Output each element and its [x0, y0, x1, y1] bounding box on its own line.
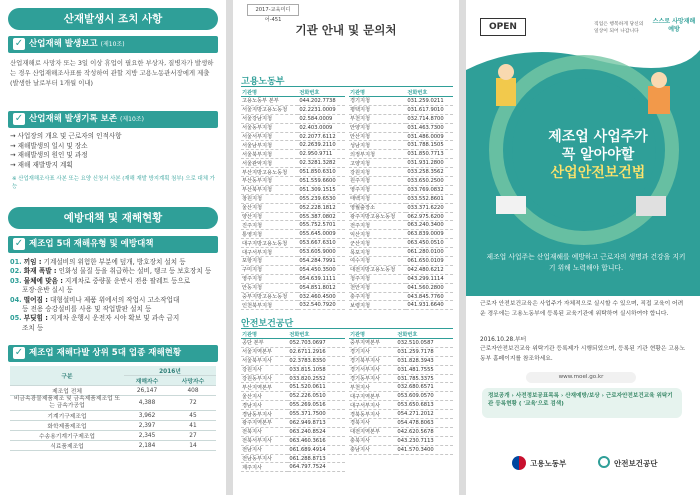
check-icon: ✓ [14, 238, 24, 249]
table-row: 공단 본부 052.703.0697 [241, 339, 345, 348]
list-item: → 재해발생의 원인 및 과정 [10, 151, 88, 160]
table-row: 강원지사 033.815.1058 [241, 365, 345, 374]
list-item: → 재해발생의 일시 및 장소 [10, 141, 88, 150]
record-note: ※ 산업재해조사표 사본 또는 요양 신청서 사본 (재해 재발 방지계획 첨부) 으로 대체 가능 [12, 176, 215, 190]
worker-head-icon [651, 72, 667, 88]
table-row: 창원지청 055.239.6530 [241, 194, 345, 203]
table-row: 평택지청 031.617.9010 [349, 105, 453, 114]
table-row: 제주지사 064.797.7524 [241, 463, 345, 472]
kosha-heading: 안전보건공단 [241, 319, 294, 329]
table-row: 전남동부지사 061.288.8713 [241, 454, 345, 463]
menu-path: 정보공개 › 사전정보공표목록 › 산재예방/보상 › 근로자안전보건교육 위탁기관 등록현황 ( '교육'으로 검색) [482, 388, 682, 418]
tagline: 직업은 행복하게 당신의 일상이 되어 나갑니다 [594, 22, 644, 34]
table-row: 태백지청 033.552.8601 [349, 194, 453, 203]
table-row: 경기동부지사 031.785.3375 [349, 374, 453, 383]
table-row: 비금속광물제품제조 및 금속제품제조업 또는 금속가공업 4,388 72 [10, 396, 216, 411]
table-row: 서울지방고용노동청 02.2231.0009 [241, 105, 345, 114]
worker-icon [496, 78, 516, 106]
report-text: 산업재해로 사망자 또는 3일 이상 휴업이 필요한 부상자, 질병자가 발생하는 경우 산업재해조사표를 작성하여 관할 지방 고용노동관서장에게 제출(발생한 날로부터 1개월 이내) [10, 59, 214, 87]
table-row: 화학제품제조업 2,397 41 [10, 421, 216, 431]
table-row: 경기서부지사 031.481.7555 [349, 365, 453, 374]
table-row: 대전지역본부 042.620.5678 [349, 427, 453, 436]
moel-emblem-icon [512, 456, 526, 470]
five-types-list [10, 258, 220, 333]
table-row: 충남지사 041.570.3400 [349, 445, 453, 454]
table-row: 경남동부지사 055.371.7500 [241, 410, 345, 419]
panel-accident-measures [0, 0, 226, 495]
body-paragraph-1: 근로자 안전보건교육은 사업주가 자체적으로 실시할 수 있으며, 직접 교육이 어려운 경우에는 고용노동부에 등록된 교육기관에 위탁하여 실시하여야 합니다. [480, 301, 684, 317]
table-row: 경북동부지사 054.271.2012 [349, 410, 453, 419]
moel-heading: 고용노동부 [241, 77, 285, 87]
list-item: → 재해 재발방지 계획 [10, 160, 73, 169]
org-kosha: 안전보건공단 [614, 459, 658, 468]
moel-table-right: 기관명 전화번호 경기지청 031.259.0211 평택지청 031.617.9010 부천지청 032.714.8700 안양지청 031.463.7300 안산지청 031.486.0009 성남지청 031.788.1505 의정부지청 031.850.7713 고양지청 031.931.2800 강원지청 033.258.3562 원주지청 033.650.2500 영주지청 033.769.0832 태백지청 033.552.8601 영월출장소 033.371.6220 광주지방고용노동청 062.975.6200 전주지청 063.240.3400 익산지청 063.839.0009 군산지청 063.450.0510 목포지청 061.280.0100 여수지청 061.650.0109 대전지방고용노동청 042.480.6212 청주지청 043.299.1114 천안지청 041.560.2800 충주지청 043.845.7760 보령지청 041.931.6640 [349, 88, 453, 310]
table-row: 안동지청 054.851.8012 [241, 283, 345, 292]
table-row: 전주지청 063.240.3400 [349, 221, 453, 230]
table-row: 제조업 전체 26,147 408 [10, 386, 216, 396]
list-item: 04. 떨어짐 : 대형설비나 제품 위에서의 작업시 고소작업대 [10, 295, 180, 304]
table-row: 익산지청 063.839.0009 [349, 230, 453, 239]
list-item: 포장·운반 실시 등 [22, 286, 73, 295]
worker-head-icon [498, 64, 514, 80]
table-row: 전남지사 061.689.4914 [241, 445, 345, 454]
body-date: 2016.10.28.부터 [480, 337, 527, 343]
cover-subtitle: 제조업 사업주는 산업재해를 예방하고 근로자의 생명과 건강을 지키기 위해 노력해야 합니다. [486, 253, 686, 272]
panel-directory [233, 0, 459, 495]
table-row: 서울북부지청 02.950.9711 [241, 150, 345, 159]
table-row: 안산지청 031.486.0009 [349, 132, 453, 141]
kosha-table-left: 기관명 전화번호 공단 본부 052.703.0697 서울지역본부 02.6711.2916 서울북부지사 02.3783.8350 강원지사 033.815.1058 강원동부지사 033.820.2552 부산지역본부 051.520.0611 울산지사 052.226.0510 경남지사 055.269.0516 경남동부지사 055.371.7500 광주지역본부 062.949.8713 전북지사 063.240.8524 전북서부지사 063.460.3616 전남지사 061.689.4914 전남동부지사 061.288.8713 제주지사 064.797.7524 [241, 330, 345, 472]
table-row: 부산북부지청 051.309.1515 [241, 185, 345, 194]
stats-col-disaster: 재해자수 [124, 376, 170, 386]
table-row: 영주지청 033.769.0832 [349, 185, 453, 194]
table-row: 광주지방고용노동청 062.975.6200 [349, 212, 453, 221]
table-row: 고양지청 031.931.2800 [349, 159, 453, 168]
table-row: 성남지청 031.788.1505 [349, 141, 453, 150]
table-row: 전북지사 063.240.8524 [241, 427, 345, 436]
table-row: 영월출장소 033.371.6220 [349, 203, 453, 212]
table-row: 목포지청 061.280.0100 [349, 248, 453, 257]
table-row: 청주지청 043.299.1114 [349, 274, 453, 283]
section-title-prevention: 예방대책 및 재해현황 [8, 207, 218, 229]
panel-cover [466, 0, 700, 495]
table-row: 부산지역본부 051.520.0611 [241, 383, 345, 392]
stats-title: 제조업 재해다발 상위 5대 업종 재해현황 [29, 348, 182, 358]
list-item: 등 전용 승강설비를 사용 및 작업발판 설치 등 [22, 305, 152, 314]
kosha-logo-icon [598, 456, 610, 468]
table-row: 경북지사 054.478.8063 [349, 419, 453, 428]
table-row: 대구서부지사 053.650.6813 [349, 401, 453, 410]
table-row: 부천지청 032.714.8700 [349, 114, 453, 123]
cover-artwork [466, 0, 700, 495]
moel-url[interactable]: www.moel.go.kr [526, 372, 636, 383]
stats-table [10, 366, 216, 451]
table-row: 영주지청 054.639.1111 [241, 274, 345, 283]
org-moel: 고용노동부 [530, 459, 567, 468]
table-row: 울산지청 052.228.1812 [241, 203, 345, 212]
cover-title: 제조업 사업주가 꼭 알아야할 산업안전보건법 [548, 129, 648, 181]
table-row: 경남지사 055.269.0516 [241, 401, 345, 410]
open-badge: OPEN [480, 18, 526, 36]
subheader-stats [8, 345, 218, 362]
factory-icon [636, 196, 666, 216]
table-row: 대구지방고용노동청 053.667.6310 [241, 239, 345, 248]
check-icon: ✓ [14, 347, 24, 358]
table-row: 의정부지청 031.850.7713 [349, 150, 453, 159]
table-row: 식료품제조업 2,184 14 [10, 441, 216, 451]
table-row: 통영지청 055.645.0009 [241, 230, 345, 239]
table-row: 경기북부지사 031.828.3943 [349, 356, 453, 365]
record-list [10, 132, 218, 170]
check-icon: ✓ [14, 113, 24, 124]
table-row: 부산동부지청 051.559.6600 [241, 177, 345, 186]
table-row: 광주지역본부 062.949.8713 [241, 419, 345, 428]
table-row: 서울관악지청 02.3281.3282 [241, 159, 345, 168]
stats-col-kind: 구분 [10, 366, 124, 386]
table-row: 부천지사 032.680.6571 [349, 383, 453, 392]
table-row: 경기지청 031.259.0211 [349, 97, 453, 106]
subheader-five-types [8, 236, 218, 253]
table-row: 서울동부지청 02.403.0009 [241, 123, 345, 132]
publication-code: 2017-교육미디어-451 [247, 4, 299, 16]
list-item: 02. 화재 폭발 : 인화성 물질 등을 취급하는 설비, 탱크 등 보호장치 등 [10, 267, 212, 276]
table-row: 대구서부지청 053.605.9000 [241, 248, 345, 257]
table-row: 서울남부지청 02.2639.2110 [241, 141, 345, 150]
record-title: 산업재해 발생기록 보존 [29, 114, 118, 124]
check-icon: ✓ [14, 38, 24, 49]
table-row: 천안지청 041.560.2800 [349, 283, 453, 292]
list-item: 조치 등 [22, 323, 44, 332]
kosha-table-right: 기관명 전화번호 중부지역본부 032.510.0587 경기지사 031.259.7178 경기북부지사 031.828.3943 경기서부지사 031.481.7555 경기동부지사 031.785.3375 부천지사 032.680.6571 대구지역본부 053.609.0570 대구서부지사 053.650.6813 경북동부지사 054.271.2012 경북지사 054.478.8063 대전지역본부 042.620.5678 충북지사 043.230.7113 충남지사 041.570.3400 [349, 330, 453, 455]
table-row: 포항지청 054.284.7991 [241, 257, 345, 266]
table-row: 보령지청 041.931.6640 [349, 301, 453, 310]
table-row: 경기지사 031.259.7178 [349, 347, 453, 356]
table-row: 강원지청 033.258.3562 [349, 168, 453, 177]
table-row: 대전지방고용노동청 042.480.6212 [349, 265, 453, 274]
table-row: 중부지역본부 032.510.0587 [349, 339, 453, 348]
table-row: 진주지청 055.752.5701 [241, 221, 345, 230]
table-row: 원주지청 033.650.2500 [349, 177, 453, 186]
table-row: 서울지역본부 02.6711.2916 [241, 347, 345, 356]
stats-col-death: 사망자수 [170, 376, 216, 386]
body-paragraph-2: 근로자안전보건교육 위탁기관 등록제가 시행되었으며, 등록된 기관 현황은 고용노동부 홈페이지를 참조하세요. [480, 346, 686, 362]
moel-table-left: 기관명 전화번호 고용노동부 본부 044.202.7738 서울지방고용노동청 02.2231.0009 서울강남지청 02.584.0009 서울동부지청 02.403.0009 서울서부지청 02.2077.6112 서울남부지청 02.2639.2110 서울북부지청 02.950.9711 서울관악지청 02.3281.3282 부산지방고용노동청 051.850.6310 부산동부지청 051.559.6600 부산북부지청 051.309.1515 창원지청 055.239.6530 울산지청 052.228.1812 양산지청 055.387.0802 진주지청 055.752.5701 통영지청 055.645.0009 대구지방고용노동청 053.667.6310 대구서부지청 053.605.9000 포항지청 054.284.7991 구미지청 054.450.3500 영주지청 054.639.1111 안동지청 054.851.8012 중부지방고용노동청 032.460.4500 인천북부지청 032.540.7920 [241, 88, 345, 310]
table-row: 서울북부지사 02.3783.8350 [241, 356, 345, 365]
table-row: 강원동부지사 033.820.2552 [241, 374, 345, 383]
list-item: 05. 부딪힘 : 지게차 운행시 운전자 시야 확보 및 과속 금지 [10, 314, 180, 323]
table-row: 부산지방고용노동청 051.850.6310 [241, 168, 345, 177]
table-row: 수송용기계기구제조업 2,345 27 [10, 431, 216, 441]
list-item: → 사업장의 개요 및 근로자의 인적사항 [10, 132, 122, 140]
table-row: 안양지청 031.463.7300 [349, 123, 453, 132]
table-row: 충북지사 043.230.7113 [349, 436, 453, 445]
stats-col-year: 2016년 [124, 366, 216, 376]
table-row: 군산지청 063.450.0510 [349, 239, 453, 248]
table-row: 울산지사 052.226.0510 [241, 392, 345, 401]
table-row: 전북서부지사 063.460.3616 [241, 436, 345, 445]
subheader-report [8, 36, 218, 53]
forklift-icon [496, 196, 526, 214]
divider [241, 328, 453, 329]
table-row: 고용노동부 본부 044.202.7738 [241, 97, 345, 106]
table-row: 충주지청 043.845.7760 [349, 292, 453, 301]
list-item: 01. 끼임 : 기계설비의 위험한 부분에 덮개, 방호장치 설치 등 [10, 258, 186, 266]
section-title-accident: 산재발생시 조치 사항 [8, 8, 218, 30]
table-row: 인천북부지청 032.540.7920 [241, 301, 345, 310]
table-row: 서울강남지청 02.584.0009 [241, 114, 345, 123]
table-row: 구미지청 054.450.3500 [241, 265, 345, 274]
worker-icon [648, 86, 670, 114]
subheader-record [8, 111, 218, 128]
list-item: 03. 물체에 맞음 : 지게차로 중량물 운반시 전용 팔레트 등으로 [10, 276, 191, 285]
table-row: 양산지청 055.387.0802 [241, 212, 345, 221]
divider [241, 86, 453, 87]
table-row: 중부지방고용노동청 032.460.4500 [241, 292, 345, 301]
report-title: 산업재해 발생보고 [29, 39, 98, 49]
five-types-title: 제조업 5대 재해유형 및 예방대책 [29, 239, 154, 249]
record-tag: (제10조) [120, 116, 144, 123]
report-tag: (제10조) [100, 41, 125, 48]
table-row: 대구지역본부 053.609.0570 [349, 392, 453, 401]
table-row: 서울서부지청 02.2077.6112 [241, 132, 345, 141]
table-row: 기계기구제조업 3,962 45 [10, 411, 216, 421]
directory-title: 기관 안내 및 문의처 [295, 23, 397, 37]
slogan: 스스로 사망재해 예방 [652, 18, 696, 33]
table-row: 여수지청 061.650.0109 [349, 257, 453, 266]
